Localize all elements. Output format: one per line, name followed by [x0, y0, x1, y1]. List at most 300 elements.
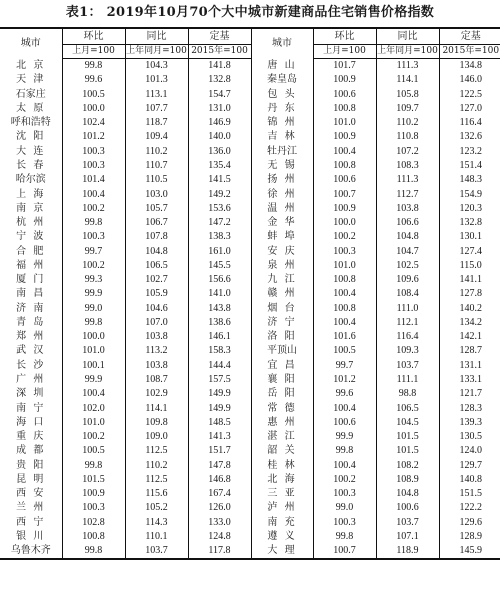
- cell-yoy-right: 111.0: [376, 302, 439, 316]
- cell-city-right: 金 华: [251, 216, 313, 230]
- cell-mom-left: 100.1: [62, 359, 125, 373]
- cell-city-right: 温 州: [251, 202, 313, 216]
- header-yoy-left: 同比: [125, 28, 188, 45]
- table-row: [0, 487, 500, 501]
- cell-yoy-right: 111.3: [376, 173, 439, 187]
- cell-yoy-right: 111.1: [376, 373, 439, 387]
- cell-yoy-left: 102.9: [125, 387, 188, 401]
- cell-yoy-right: 100.6: [376, 501, 439, 515]
- cell-city-left: 青 岛: [16, 316, 46, 328]
- cell-mom-right: 99.8: [313, 530, 376, 544]
- cell-city-right: 无 锡: [251, 159, 313, 173]
- cell-city-left: 长 春: [16, 159, 46, 171]
- cell-yoy-right: 107.1: [376, 530, 439, 544]
- cell-city-left: 大 连: [16, 145, 46, 157]
- cell-mom-right: 100.8: [313, 102, 376, 116]
- header-base-right: 定基: [439, 28, 500, 45]
- table-row: [0, 401, 500, 415]
- cell-mom-left: 101.0: [62, 344, 125, 358]
- cell-yoy-right: 101.5: [376, 444, 439, 458]
- cell-city-right: 扬 州: [251, 173, 313, 187]
- cell-yoy-right: 110.2: [376, 116, 439, 130]
- cell-base-right: 124.0: [439, 444, 500, 458]
- cell-yoy-right: 101.5: [376, 430, 439, 444]
- cell-base-left: 157.5: [188, 373, 251, 387]
- table-row: [0, 102, 500, 116]
- cell-base-right: 140.8: [439, 473, 500, 487]
- cell-yoy-left: 105.7: [125, 202, 188, 216]
- cell-city-right: 九 江: [251, 273, 313, 287]
- cell-base-right: 151.5: [439, 487, 500, 501]
- cell-city-right: 包 头: [251, 88, 313, 102]
- cell-yoy-left: 104.6: [125, 302, 188, 316]
- table-row: [0, 130, 500, 144]
- cell-yoy-right: 103.8: [376, 202, 439, 216]
- cell-base-right: 132.8: [439, 216, 500, 230]
- cell-mom-left: 100.5: [62, 88, 125, 102]
- cell-mom-left: 99.8: [62, 59, 125, 74]
- cell-city-right: 唐 山: [251, 59, 313, 74]
- cell-yoy-left: 118.7: [125, 116, 188, 130]
- cell-yoy-right: 108.2: [376, 458, 439, 472]
- cell-yoy-right: 114.1: [376, 73, 439, 87]
- cell-mom-left: 100.0: [62, 102, 125, 116]
- cell-city-right: 锦 州: [251, 116, 313, 130]
- cell-base-right: 154.9: [439, 187, 500, 201]
- cell-base-left: 167.4: [188, 487, 251, 501]
- table-row: [0, 516, 500, 530]
- header-mom-left: 环比: [62, 28, 125, 45]
- cell-yoy-right: 102.5: [376, 259, 439, 273]
- cell-city-right: 泉 州: [251, 259, 313, 273]
- cell-base-left: 161.0: [188, 244, 251, 258]
- cell-mom-right: 100.4: [313, 287, 376, 301]
- cell-yoy-left: 105.2: [125, 501, 188, 515]
- header-city-left: 城市: [0, 28, 62, 59]
- cell-city-left: 沈 阳: [16, 131, 46, 143]
- cell-yoy-left: 109.4: [125, 130, 188, 144]
- cell-yoy-left: 112.5: [125, 473, 188, 487]
- table-row: [0, 202, 500, 216]
- cell-base-right: 145.9: [439, 544, 500, 559]
- cell-city-left: 北 京: [16, 59, 46, 71]
- cell-mom-left: 102.8: [62, 516, 125, 530]
- cell-city-right: 赣 州: [251, 287, 313, 301]
- cell-yoy-left: 110.1: [125, 530, 188, 544]
- cell-city-right: 三 亚: [251, 487, 313, 501]
- table-row: [0, 444, 500, 458]
- cell-mom-right: 99.0: [313, 501, 376, 515]
- table-row: [0, 530, 500, 544]
- cell-base-right: 140.2: [439, 302, 500, 316]
- table-row: [0, 287, 500, 301]
- cell-yoy-left: 101.3: [125, 73, 188, 87]
- header-yoy-right: 同比: [376, 28, 439, 45]
- cell-yoy-right: 104.8: [376, 487, 439, 501]
- cell-yoy-left: 103.0: [125, 187, 188, 201]
- cell-mom-right: 100.8: [313, 273, 376, 287]
- cell-mom-right: 100.4: [313, 145, 376, 159]
- cell-yoy-right: 104.7: [376, 244, 439, 258]
- cell-yoy-left: 114.1: [125, 401, 188, 415]
- cell-mom-right: 100.4: [313, 458, 376, 472]
- table-row: [0, 416, 500, 430]
- cell-mom-right: 100.9: [313, 202, 376, 216]
- cell-city-left: 西 宁: [16, 516, 46, 528]
- cell-city-right: 襄 阳: [251, 373, 313, 387]
- cell-city-left: 厦 门: [16, 274, 46, 286]
- cell-base-right: 123.2: [439, 145, 500, 159]
- cell-yoy-left: 107.8: [125, 230, 188, 244]
- cell-mom-left: 100.3: [62, 145, 125, 159]
- table-row: [0, 430, 500, 444]
- cell-mom-left: 100.9: [62, 487, 125, 501]
- cell-base-left: 141.3: [188, 430, 251, 444]
- cell-city-left: 呼和浩特: [10, 117, 51, 129]
- cell-base-left: 146.1: [188, 330, 251, 344]
- cell-city-right: 湛 江: [251, 430, 313, 444]
- cell-mom-left: 99.0: [62, 302, 125, 316]
- cell-base-right: 127.8: [439, 287, 500, 301]
- cell-city-right: 洛 阳: [251, 330, 313, 344]
- table-row: [0, 330, 500, 344]
- cell-mom-right: 100.4: [313, 316, 376, 330]
- cell-city-right: 岳 阳: [251, 387, 313, 401]
- cell-city-left: 成 都: [16, 445, 46, 457]
- cell-mom-left: 101.4: [62, 173, 125, 187]
- cell-mom-right: 99.7: [313, 359, 376, 373]
- cell-city-right: 平顶山: [251, 344, 313, 358]
- cell-mom-left: 101.0: [62, 416, 125, 430]
- cell-mom-right: 101.7: [313, 59, 376, 74]
- cell-city-right: 南 充: [251, 516, 313, 530]
- cell-mom-left: 99.8: [62, 216, 125, 230]
- cell-yoy-right: 118.9: [376, 544, 439, 559]
- cell-base-left: 131.0: [188, 102, 251, 116]
- cell-base-left: 144.4: [188, 359, 251, 373]
- cell-base-left: 149.9: [188, 387, 251, 401]
- cell-mom-left: 102.0: [62, 401, 125, 415]
- cell-mom-right: 100.9: [313, 130, 376, 144]
- cell-yoy-left: 110.2: [125, 458, 188, 472]
- cell-mom-left: 100.0: [62, 330, 125, 344]
- cell-mom-left: 99.8: [62, 544, 125, 559]
- cell-base-right: 115.0: [439, 259, 500, 273]
- cell-mom-left: 99.8: [62, 458, 125, 472]
- cell-city-left: 贵 阳: [16, 459, 46, 471]
- cell-base-right: 129.7: [439, 458, 500, 472]
- table-body: [0, 59, 500, 560]
- cell-city-right: 济 宁: [251, 316, 313, 330]
- cell-city-left: 福 州: [16, 259, 46, 271]
- table-title: 表1： 2019年10月70个大中城市新建商品住宅销售价格指数: [65, 5, 435, 20]
- cell-base-left: 143.8: [188, 302, 251, 316]
- cell-base-left: 158.3: [188, 344, 251, 358]
- cell-city-right: 安 庆: [251, 244, 313, 258]
- cell-mom-left: 100.3: [62, 230, 125, 244]
- cell-base-left: 145.5: [188, 259, 251, 273]
- cell-yoy-left: 104.3: [125, 59, 188, 74]
- cell-yoy-left: 104.8: [125, 244, 188, 258]
- cell-base-right: 122.2: [439, 501, 500, 515]
- cell-base-right: 121.7: [439, 387, 500, 401]
- cell-yoy-right: 105.8: [376, 88, 439, 102]
- cell-city-right: 常 德: [251, 401, 313, 415]
- cell-yoy-right: 108.4: [376, 287, 439, 301]
- table-row: [0, 302, 500, 316]
- cell-base-left: 149.2: [188, 187, 251, 201]
- cell-base-left: 146.9: [188, 116, 251, 130]
- cell-mom-left: 99.9: [62, 373, 125, 387]
- cell-mom-left: 100.3: [62, 501, 125, 515]
- header-yoy-sub-right: 上年同月=100: [376, 45, 439, 59]
- cell-yoy-left: 109.0: [125, 430, 188, 444]
- cell-base-left: 141.5: [188, 173, 251, 187]
- header-base-sub-right: 2015年=100: [439, 45, 500, 59]
- cell-mom-right: 100.5: [313, 344, 376, 358]
- cell-city-right: 烟 台: [251, 302, 313, 316]
- cell-yoy-right: 106.5: [376, 401, 439, 415]
- cell-base-left: 138.6: [188, 316, 251, 330]
- table-row: [0, 187, 500, 201]
- cell-city-right: 蚌 埠: [251, 230, 313, 244]
- table-row: [0, 145, 500, 159]
- cell-yoy-right: 109.6: [376, 273, 439, 287]
- cell-mom-left: 101.2: [62, 130, 125, 144]
- cell-base-right: 130.1: [439, 230, 500, 244]
- table-row: [0, 116, 500, 130]
- cell-yoy-right: 109.3: [376, 344, 439, 358]
- cell-yoy-right: 103.7: [376, 359, 439, 373]
- cell-city-left: 南 昌: [16, 288, 46, 300]
- cell-base-right: 134.2: [439, 316, 500, 330]
- cell-mom-right: 100.3: [313, 244, 376, 258]
- cell-base-left: 135.4: [188, 159, 251, 173]
- cell-yoy-left: 105.9: [125, 287, 188, 301]
- cell-city-left: 石家庄: [15, 88, 46, 100]
- cell-yoy-right: 111.3: [376, 59, 439, 74]
- header-base-sub-left: 2015年=100: [188, 45, 251, 59]
- table-row: [0, 173, 500, 187]
- cell-base-right: 142.1: [439, 330, 500, 344]
- cell-mom-right: 99.8: [313, 444, 376, 458]
- cell-mom-right: 100.2: [313, 230, 376, 244]
- cell-yoy-left: 107.7: [125, 102, 188, 116]
- cell-mom-right: 101.0: [313, 259, 376, 273]
- cell-yoy-left: 106.5: [125, 259, 188, 273]
- header-base-left: 定基: [188, 28, 251, 45]
- cell-yoy-left: 107.0: [125, 316, 188, 330]
- cell-city-right: 韶 关: [251, 444, 313, 458]
- cell-mom-left: 100.8: [62, 530, 125, 544]
- cell-base-right: 130.5: [439, 430, 500, 444]
- table-row: [0, 88, 500, 102]
- cell-base-right: 148.3: [439, 173, 500, 187]
- cell-mom-right: 100.6: [313, 173, 376, 187]
- cell-base-left: 124.8: [188, 530, 251, 544]
- cell-city-right: 宜 昌: [251, 359, 313, 373]
- cell-mom-right: 100.6: [313, 88, 376, 102]
- cell-base-left: 149.9: [188, 401, 251, 415]
- cell-yoy-left: 109.8: [125, 416, 188, 430]
- cell-mom-right: 101.0: [313, 116, 376, 130]
- cell-mom-right: 100.7: [313, 187, 376, 201]
- cell-mom-right: 99.9: [313, 430, 376, 444]
- table-row: [0, 373, 500, 387]
- cell-yoy-left: 110.7: [125, 159, 188, 173]
- cell-base-right: 139.3: [439, 416, 500, 430]
- cell-yoy-left: 106.7: [125, 216, 188, 230]
- cell-base-right: 134.8: [439, 59, 500, 74]
- cell-base-right: 128.3: [439, 401, 500, 415]
- cell-yoy-right: 112.1: [376, 316, 439, 330]
- cell-mom-left: 99.6: [62, 73, 125, 87]
- table-row: [0, 473, 500, 487]
- table-row: [0, 359, 500, 373]
- cell-city-left: 广 州: [16, 373, 46, 385]
- cell-base-left: 126.0: [188, 501, 251, 515]
- cell-city-right: 惠 州: [251, 416, 313, 430]
- cell-city-right: 吉 林: [251, 130, 313, 144]
- cell-mom-right: 100.9: [313, 73, 376, 87]
- cell-yoy-left: 113.2: [125, 344, 188, 358]
- cell-city-left: 太 原: [16, 102, 46, 114]
- cell-mom-right: 99.6: [313, 387, 376, 401]
- cell-city-right: 大 理: [251, 544, 313, 559]
- cell-base-right: 146.0: [439, 73, 500, 87]
- header-mom-sub-right: 上月=100: [313, 45, 376, 59]
- table-row: [0, 216, 500, 230]
- cell-city-right: 牡丹江: [251, 145, 313, 159]
- cell-mom-left: 100.2: [62, 202, 125, 216]
- cell-yoy-left: 108.7: [125, 373, 188, 387]
- cell-yoy-right: 108.9: [376, 473, 439, 487]
- cell-yoy-left: 103.8: [125, 359, 188, 373]
- cell-city-left: 乌鲁木齐: [0, 544, 62, 559]
- cell-mom-left: 100.4: [62, 387, 125, 401]
- cell-city-left: 重 庆: [16, 431, 46, 443]
- table-row: [0, 501, 500, 515]
- cell-yoy-left: 113.1: [125, 88, 188, 102]
- cell-base-right: 127.4: [439, 244, 500, 258]
- header-city-right: 城市: [251, 28, 313, 59]
- cell-base-left: 117.8: [188, 544, 251, 559]
- cell-city-left: 南 京: [16, 202, 46, 214]
- cell-base-left: 136.0: [188, 145, 251, 159]
- cell-city-right: 北 海: [251, 473, 313, 487]
- cell-mom-left: 102.4: [62, 116, 125, 130]
- cell-mom-left: 99.3: [62, 273, 125, 287]
- cell-base-right: 128.7: [439, 344, 500, 358]
- cell-yoy-left: 110.2: [125, 145, 188, 159]
- cell-base-right: 128.9: [439, 530, 500, 544]
- cell-yoy-right: 107.2: [376, 145, 439, 159]
- cell-yoy-left: 103.7: [125, 544, 188, 559]
- price-index-table: [0, 27, 500, 560]
- cell-mom-right: 100.7: [313, 544, 376, 559]
- cell-city-left: 合 肥: [16, 245, 46, 257]
- cell-city-right: 丹 东: [251, 102, 313, 116]
- cell-city-right: 桂 林: [251, 458, 313, 472]
- cell-mom-right: 100.0: [313, 216, 376, 230]
- header-yoy-sub-left: 上年同月=100: [125, 45, 188, 59]
- cell-city-right: 遵 义: [251, 530, 313, 544]
- cell-yoy-right: 112.7: [376, 187, 439, 201]
- cell-city-left: 济 南: [16, 302, 46, 314]
- table-header: [0, 28, 500, 59]
- cell-base-left: 146.8: [188, 473, 251, 487]
- cell-city-left: 西 安: [16, 488, 46, 500]
- table-row: [0, 458, 500, 472]
- cell-mom-left: 100.2: [62, 430, 125, 444]
- cell-base-right: 120.3: [439, 202, 500, 216]
- table-row: [0, 259, 500, 273]
- cell-mom-left: 101.5: [62, 473, 125, 487]
- cell-yoy-right: 98.8: [376, 387, 439, 401]
- table-row: [0, 387, 500, 401]
- cell-mom-right: 101.6: [313, 330, 376, 344]
- cell-mom-right: 100.6: [313, 416, 376, 430]
- cell-city-left: 银 川: [16, 530, 46, 542]
- cell-base-left: 140.0: [188, 130, 251, 144]
- cell-yoy-right: 103.7: [376, 516, 439, 530]
- cell-base-left: 133.0: [188, 516, 251, 530]
- table-row: [0, 230, 500, 244]
- cell-mom-right: 100.8: [313, 159, 376, 173]
- cell-base-right: 129.6: [439, 516, 500, 530]
- table-row: [0, 316, 500, 330]
- cell-base-left: 141.8: [188, 59, 251, 74]
- cell-base-right: 127.0: [439, 102, 500, 116]
- cell-city-left: 郑 州: [16, 331, 46, 343]
- cell-city-right: 秦皇岛: [251, 73, 313, 87]
- table-row: [0, 73, 500, 87]
- cell-yoy-right: 104.8: [376, 230, 439, 244]
- cell-yoy-right: 106.6: [376, 216, 439, 230]
- cell-city-left: 海 口: [16, 416, 46, 428]
- cell-mom-left: 100.4: [62, 187, 125, 201]
- table-row: [0, 59, 500, 74]
- cell-city-left: 哈尔滨: [15, 174, 46, 186]
- cell-city-left: 兰 州: [16, 502, 46, 514]
- table-row: [0, 544, 500, 559]
- header-mom-right: 环比: [313, 28, 376, 45]
- cell-city-left: 南 宁: [16, 402, 46, 414]
- cell-mom-right: 100.8: [313, 302, 376, 316]
- cell-city-left: 天 津: [16, 74, 46, 86]
- cell-mom-left: 100.3: [62, 159, 125, 173]
- cell-city-left: 武 汉: [16, 345, 46, 357]
- cell-yoy-left: 112.5: [125, 444, 188, 458]
- cell-city-left: 深 圳: [16, 388, 46, 400]
- cell-base-right: 132.6: [439, 130, 500, 144]
- cell-mom-right: 100.3: [313, 516, 376, 530]
- cell-yoy-right: 108.3: [376, 159, 439, 173]
- table-row: [0, 273, 500, 287]
- cell-city-right: 泸 州: [251, 501, 313, 515]
- cell-base-right: 141.1: [439, 273, 500, 287]
- cell-base-left: 156.6: [188, 273, 251, 287]
- cell-yoy-left: 103.8: [125, 330, 188, 344]
- table-row: [0, 344, 500, 358]
- cell-base-left: 147.2: [188, 216, 251, 230]
- cell-city-left: 上 海: [16, 188, 46, 200]
- cell-base-left: 147.8: [188, 458, 251, 472]
- cell-city-right: 徐 州: [251, 187, 313, 201]
- cell-base-left: 141.0: [188, 287, 251, 301]
- cell-mom-right: 101.2: [313, 373, 376, 387]
- cell-yoy-left: 110.5: [125, 173, 188, 187]
